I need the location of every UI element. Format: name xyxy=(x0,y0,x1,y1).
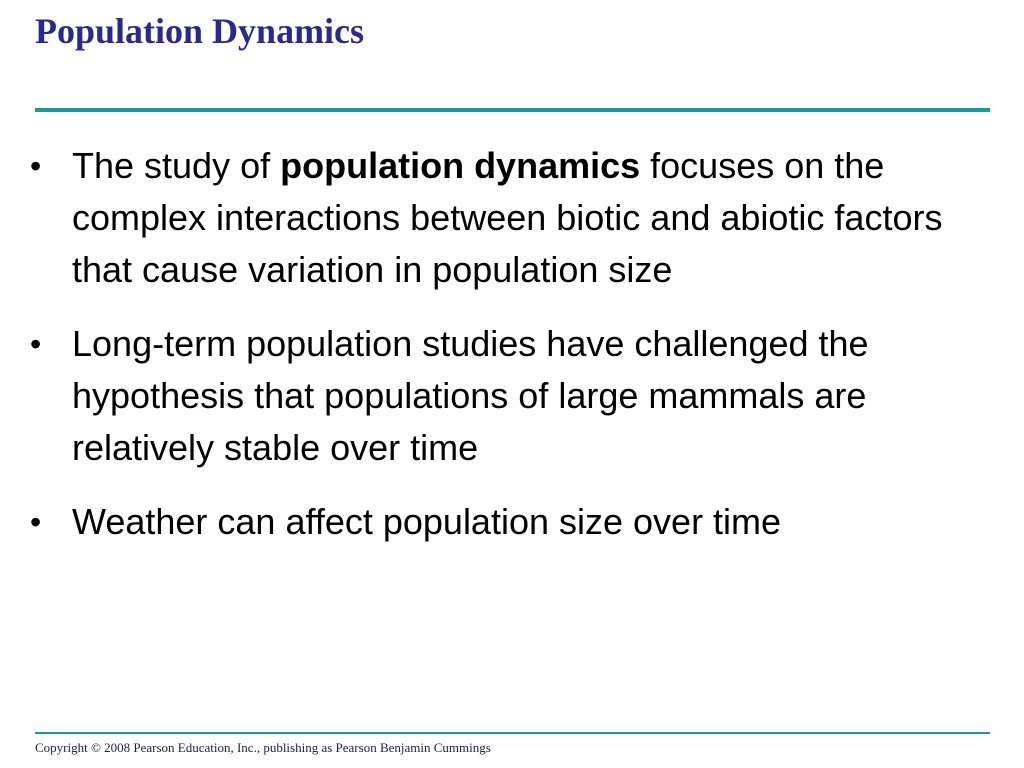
title-divider xyxy=(35,108,990,112)
slide-title: Population Dynamics xyxy=(35,11,365,51)
bullet-icon: • xyxy=(30,326,42,362)
footer-divider xyxy=(35,732,990,734)
bullet-icon: • xyxy=(30,504,42,540)
bullet-icon: • xyxy=(30,148,42,184)
bullet-text: Weather can affect population size over time xyxy=(72,501,782,542)
bullet-text: Long-term population studies have challenged the hypothesis that populations of large mammals are relatively stable over time xyxy=(72,323,869,468)
bullet-item xyxy=(30,140,990,296)
bullet-item xyxy=(30,496,990,548)
bullet-item xyxy=(30,318,990,474)
bullet-text-rest: focuses on the complex interactions between biotic and abiotic factors that cause variation in population size xyxy=(72,145,943,290)
bullet-key-term: population dynamics xyxy=(280,145,641,186)
copyright-footer: Copyright © 2008 Pearson Education, Inc., publishing as Pearson Benjamin Cummings xyxy=(35,740,491,755)
bullet-list xyxy=(30,140,990,570)
bullet-text-lead: The study of xyxy=(72,145,281,186)
